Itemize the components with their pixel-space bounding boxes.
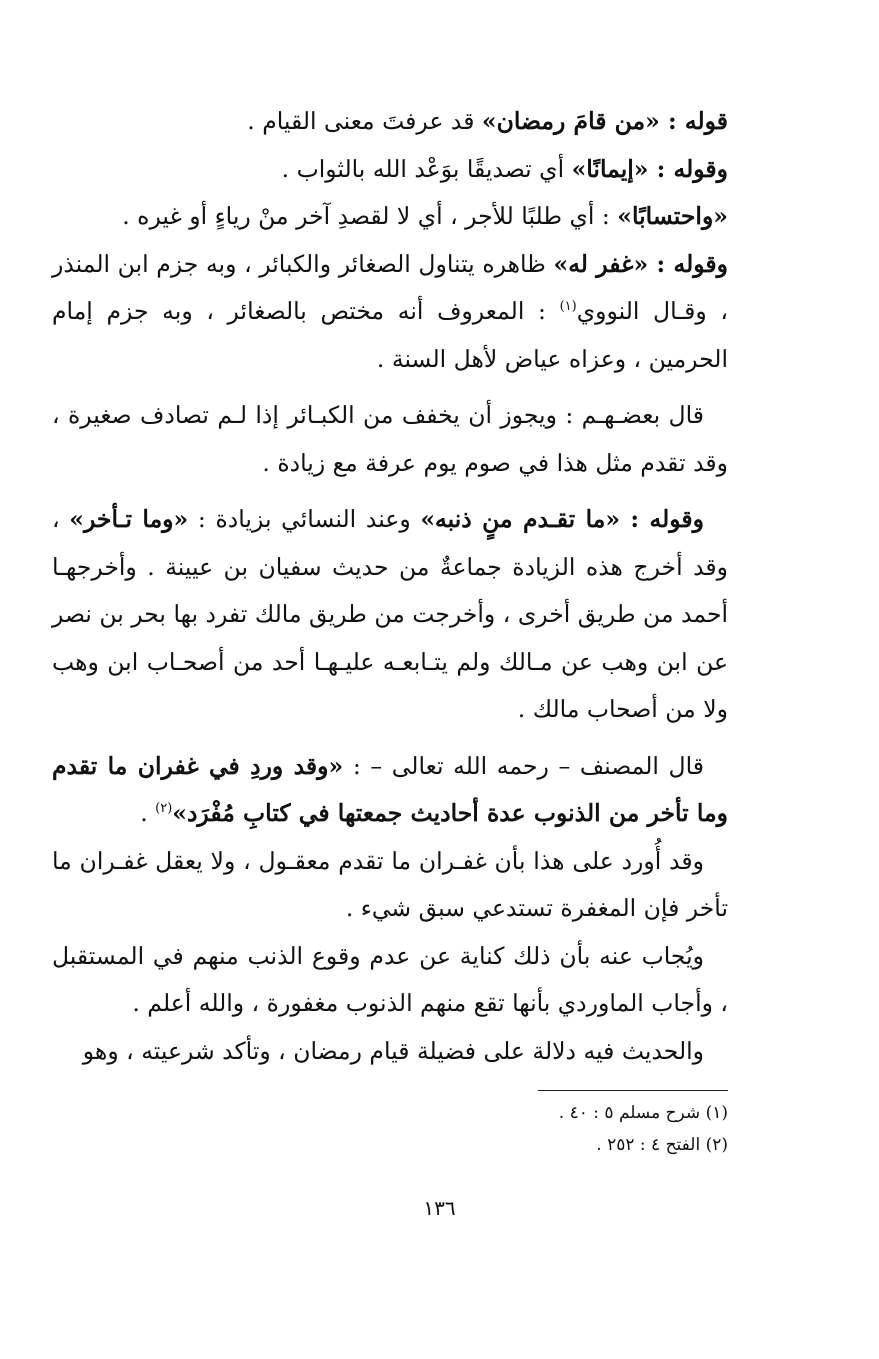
paragraph-9: ويُجاب عنه بأن ذلك كناية عن عدم وقوع الذنب منهم في المستقبل ، وأجاب الماوردي بأنها تقع منهم الذنوب مغفورة ، والله أعلم . [52,941,728,1017]
p6-lead: وقوله : [620,505,704,533]
p6-quote: «ما تقـدم منٍ ذنبه» [420,505,621,533]
footnote-ref-2[interactable]: (٢) [155,801,173,817]
paragraph-6 [52,496,728,734]
footnote-1: (١) شرح مسلم ٥ : ٤٠ . [558,1103,728,1123]
p4-lead: وقوله : [648,249,728,278]
p6-text-2: ، وقد أخرج هذه الزيادة جماعةٌ من حديث سفيان بن عيينة . وأخرجهـا أحمد من طريق أخرى ، وأخرجت من طريق مالك تفرد بها بحر بن نصر عن ابن وهب عن مـالك ولم يتـابعـه عليـهـا أحد من أصحـاب ابن وهب ولا من أصحاب مالك . [52,505,728,723]
p6-text: وعند النسائي بزيادة : [188,505,421,533]
p3-text: : أي طلبًا للأجر ، أي لا لقصدِ آخر منْ رياءٍ أو غيره . [122,202,618,230]
p2-text: أي تصديقًا بوَعْد الله بالثواب . [281,154,572,183]
p2-lead: وقوله : [648,154,728,183]
page-number: ١٣٦ [423,1196,456,1220]
page-body [52,98,728,1075]
paragraph-5: قال بعضـهـم : ويجوز أن يخفف من الكبـائر إذا لـم تصادف صغيرة ، وقد تقدم مثل هذا في صوم يوم عرفة مع زيادة . [52,401,728,477]
footnote-divider [538,1090,728,1091]
p4-text: ظاهره يتناول الصغائر والكبائر ، وبه جزم ابن المنذر ، وقـال النووي [52,249,728,325]
p6-quote-2: «وما تـأخر» [69,505,189,533]
p3-quote: «واحتسابًا» [617,202,728,230]
footnotes [52,1090,728,1161]
paragraph-7 [52,743,728,838]
footnote-ref-1[interactable]: (١) [559,299,577,315]
p7-quote: «وقد وردِ في غفران ما تقدم وما تأخر من الذنوب عدة أحاديث جمعتها في كتابِ مُفْرَد» [52,751,728,827]
paragraph-10: والحديث فيه دلالة على فضيلة قيام رمضان ، وتأكد شرعيته ، وهو [82,1036,704,1065]
p4-quote: «غفر له» [553,249,649,278]
p1-quote: «من قامَ رمضان» [481,107,660,135]
p1-text: قد عرفتَ معنى القيام . [247,107,482,135]
paragraph-1 [52,98,728,146]
p1-lead: قوله : [659,107,728,135]
paragraph-3 [52,193,728,241]
paragraph-2 [52,146,728,194]
p7-lead: قال المصنف – رحمه الله تعالى – : [343,751,704,780]
paragraph-8: وقد أُورد على هذا بأن غفـران ما تقدم معقـول ، ولا يعقل غفـران ما تأخر فإن المغفرة تستدعي سبق شيء . [52,846,728,922]
footnote-2: (٢) الفتح ٤ : ٢٥٢ . [596,1135,728,1155]
p2-quote: «إيمانًا» [571,154,649,183]
p7-text: . [140,799,156,827]
p4-text-2: : المعروف أنه مختص بالصغائر ، وبه جزم إمام الحرمين ، وعزاه عياض لأهل السنة . [52,297,728,373]
paragraph-4 [52,241,728,384]
